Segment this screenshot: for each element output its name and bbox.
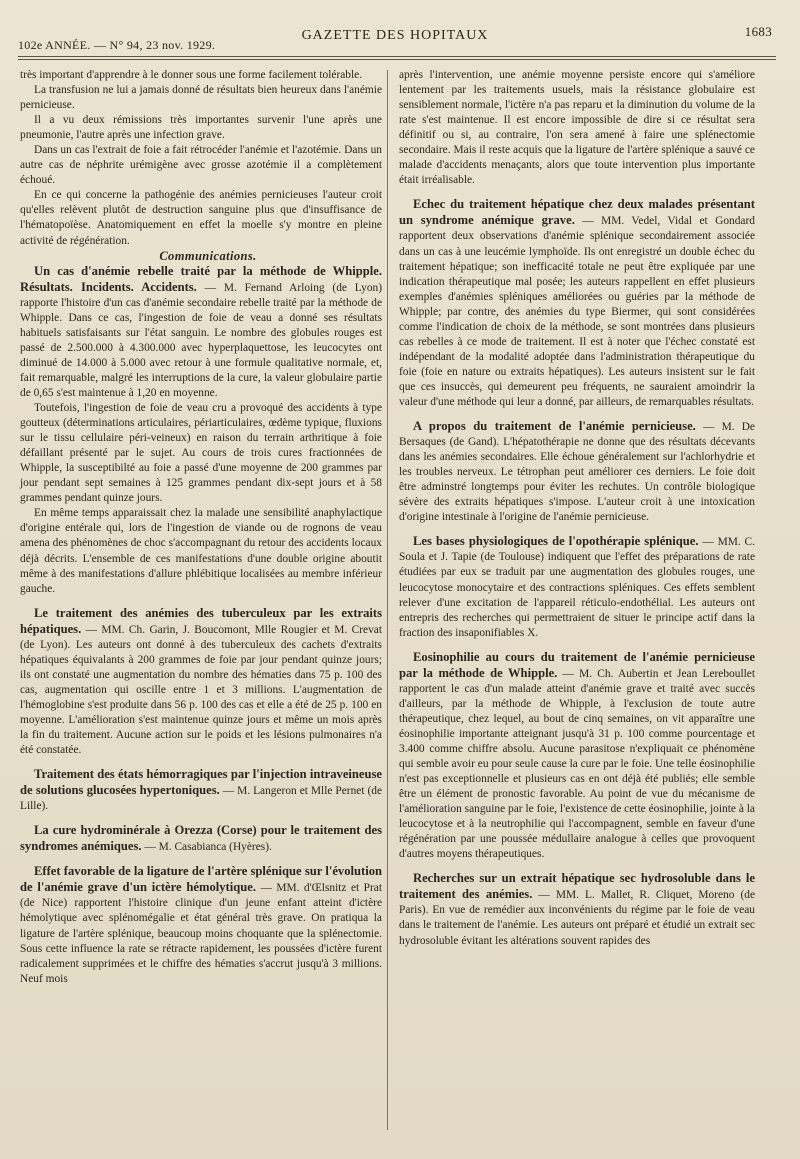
article-heading: La cure hydrominérale à Orezza (Corse) pour le traitement des syndromes anémiques. [20, 823, 382, 854]
article-heading: Effet favorable de la ligature de l'artère splénique sur l'évolution de l'anémie grave d'un ictère hémolytique. [20, 864, 382, 895]
page-number: 1683 [744, 24, 772, 39]
article-body: — M. Fernand Arloing (de Lyon) rapporte l'histoire d'un cas d'anémie secondaire rebelle traité par la méthode de Whipple. Dans ce cas, l'ingestion de foie de veau a donné ses résultats habituels satisfaisants sur l'état sanguin. Le nombre des globules rouges est passé de 2.500.000 à 4.300.000 avec hyperplaquettose, les leucocytes ont diminué de 14.000 à 5.000 avec retour à une formule qualitative normale, et, fait remarquable, malgré les interruptions de la cure, la valeur globulaire partie de 0,65 s'est maintenue à 1,20 en moyenne. [20, 281, 382, 399]
article [20, 864, 382, 986]
column-divider [387, 70, 388, 1130]
article-heading: Un cas d'anémie rebelle traité par la méthode de Whipple. Résultats. Incidents. Accidents. [20, 263, 382, 294]
article [20, 264, 382, 401]
article-body: — M. Langeron et Mlle Pernet (de Lille). [20, 785, 382, 813]
paragraph: après l'intervention, une anémie moyenne persiste encore qui s'améliore lentement par les traitements usuels, mais la résistance globulaire est sensiblement normale, l'ictère n'a pas reparu et la diminution du volume de la rate s'est maintenue. Il est encore impossible de dire si ce résultat sera définitif ou si, au contraire, l'on sera amené à faire une splénectomie secondaire. Mais il reste acquis que la ligature de l'artère splénique a sauvé ce malade d'accidents menaçants, alors que toute intervention plus importante était irréalisable. [399, 69, 755, 187]
issue-line: 102e ANNÉE. — N° 94, 23 nov. 1929. [18, 38, 216, 52]
article-body: — MM. d'Œlsnitz et Prat (de Nice) rapportent l'histoire clinique d'un jeune enfant atteint d'ictère hémolytique avec splénomégalie et état général très grave. On pratiqua la ligature de l'artère splénique, beaucoup moins choquante que la splénectomie. Sous cette influence la rate se rétracte rapidement, les poussées d'ictère furent radicalement supprimées et le chiffre des hématies s'accrut jusqu'à 3 millions. Neuf mois [20, 882, 382, 985]
journal-title: GAZETTE DES HOPITAUX [301, 28, 489, 43]
article-body: — M. De Bersaques (de Gand). L'hépatothérapie ne donne que des résultats décevants dans les anémies secondaires. Elle échoue généralement sur l'achlorhydrie et les troubles nerveux. Le tétrophan peut améliorer ces derniers. Le foie doit être adminstré longtemps pour éviter les rechutes. Un contrôle biologique sévère des extraits hépatiques s'impose. L'auteur croit à une intoxication d'origine intestinale à l'origine de l'anémie pernicieuse. [399, 421, 755, 524]
paragraph: Toutefois, l'ingestion de foie de veau cru a provoqué des accidents à type goutteux (déterminations articulaires, périarticulaires, œdème typique, fluxions sur le tissu cellulaire péri-veineux) en raison du terrain arthritique à foie défaillant présenté par le sujet. Au cours de trois cures fractionnées de Whipple, la susceptibilté au foie a passé d'une moyenne de 200 grammes par jour pendant sept semaines à 125 grammes pendant dix-sept jours et à 58 grammes pendant quinze jours. [20, 402, 382, 505]
article-body: — M. Ch. Aubertin et Jean Lereboullet rapportent le cas d'un malade atteint d'anémie grave et traité avec succès d'ailleurs, par la méthode de Whipple, à l'exclusion de toute autre thérapeutique, chez lequel, au bout de cinq semaines, on vit apparaître une éosinophilie importante atteignant jusqu'à 31 p. 100 comme pourcentage et 3.400 comme chiffre absolu. Aucune parasitose n'expliquait ce phénomène qui semble avoir eu pour seule cause la cure par le foie. Une telle éosinophilie n'est pas exceptionnelle et plusieurs cas en ont déjà été publiés; elle semble être un élément de pronostic favorable. Au point de vue du mécanisme de l'amélioration sanguine par le foie, l'existence de cette éosinophilie, jointe à la leucocytose et à la neutrophilie qui l'accompagnent, semble en faveur d'une régénération par une poussée médullaire analogue à celles que provoquent d'autres moyens thérapeutiques. [399, 667, 755, 861]
article-heading: Eosinophilie au cours du traitement de l'anémie pernicieuse par la méthode de Whipple. [399, 649, 755, 680]
article-heading: Le traitement des anémies des tuberculeux par les extraits hépatiques. [20, 605, 382, 636]
paragraph: La transfusion ne lui a jamais donné de résultats bien heureux dans l'anémie pernicieuse. [20, 84, 382, 112]
left-column [20, 68, 382, 987]
article-heading: Echec du traitement hépatique chez deux malades présentant un syndrome anémique grave. [399, 197, 755, 228]
article [20, 767, 382, 814]
article [399, 871, 755, 948]
article [399, 650, 755, 863]
right-column [399, 68, 755, 949]
paragraph: très important d'apprendre à le donner sous une forme facilement tolérable. [20, 69, 363, 81]
section-title: Communications. [159, 248, 257, 263]
article-body: — M. Casabianca (Hyères). [144, 841, 272, 854]
article-body: — MM. Ch. Garin, J. Boucomont, Mlle Rougier et M. Crevat (de Lyon). Les auteurs ont donné à des tuberculeux des cachets d'extraits hépatiques équivalants à 200 grammes de foie par jour pendant quinze jours; ils ont constaté une augmentation du nombre des hématies dans 75 p. 100 des cas, augmentation qui oscille entre 1 et 3 millions. L'augmentation de l'hémoglobine s'est produite dans 56 p. 100 des cas et elle a été de 25 p. 100 en moyenne. L'amélioration s'est maintenue quinze jours et même un mois après la fin du traitement. Aucune action sur le poids et les lésions pulmonaires n'a été constatée. [20, 623, 382, 757]
paragraph: Il a vu deux rémissions très importantes survenir l'une après une pneumonie, l'autre après une infection grave. [20, 114, 382, 142]
article [20, 823, 382, 855]
paragraph: En même temps apparaissait chez la malade une sensibilité anaphylactique d'origine entérale qui, lors de l'ingestion de viande ou de rognons de veau amena des phénomènes de choc s'accompagnant du retour des accidents locaux déjà décrits. L'ensemble de ces manifestations d'une double origine aboutit même à des manifestations d'allure phlébitique localisées au membre inférieur gauche. [20, 507, 382, 595]
article [399, 419, 755, 525]
paragraph: Dans un cas l'extrait de foie a fait rétrocéder l'anémie et l'azotémie. Dans un autre cas de néphrite urémigène avec grosse azotémie il a complètement échoué. [20, 144, 382, 187]
article-body: — MM. L. Mallet, R. Cliquet, Moreno (de Paris). En vue de remédier aux inconvénients du régime par le foie de veau dans le traitement de l'anémie. Les auteurs ont préparé et étudié un extrait sec hydrosoluble évitant les altérations souvent rapides des [399, 889, 755, 947]
article [399, 534, 755, 640]
article-body: — MM. Vedel, Vidal et Gondard rapportent deux observations d'anémie splénique secondairement associée dans un cas à une leucémie lymphoïde. Ils ont enregistré un double échec du traitement hépatique; son inefficacité totale ne peut être expliquée par une indication thérapeutique mal posée; les auteurs rappellent en effet plusieurs exemples d'anémies spléniques améliorées ou guéries par la méthode de Whipple; par contre, des anémies du type Biermer, qui sont considérées comme l'indication de choix de la méthode, se sont montrées dans plusieurs cas rebelles à ce mode de traitement. Il est à noter que l'échec constaté est indépendant de la modalité adoptée dans l'administration thérapeutique du foie (foie en nature ou extraits hépatiques). Les auteurs insistent sur le fait que ces insuccès, qui demeurent peu fréquents, ne sauraient amoindrir la valeur d'une méthode qui leur a donné, par ailleurs, de remarquables résultats. [399, 215, 755, 408]
article-heading: Recherches sur un extrait hépatique sec hydrosoluble dans le traitement des anémies. [399, 871, 755, 902]
article [399, 197, 755, 410]
article-heading: A propos du traitement de l'anémie pernicieuse. [413, 419, 696, 434]
header-rule-double [18, 59, 776, 60]
article-heading: Traitement des états hémorragiques par l'injection intraveineuse de solutions glucosées hypertoniques. [20, 767, 382, 798]
article-body: — MM. C. Soula et J. Tapie (de Toulouse) indiquent que l'effet des préparations de rate étudiées par eux se traduit par une augmentation des globules rouges, une leucocytose monocytaire et des contractions spléniques. Ces effets semblent relever d'une excitation de l'appareil réticulo-endothélial. Les auteurs ont entrepris des recherches qui permettraient de situer le principe actif dans la fraction des insaponifiables X. [399, 536, 756, 639]
article-heading: Les bases physiologiques de l'opothérapie splénique. [413, 534, 699, 549]
header-rule [18, 56, 776, 57]
article [20, 606, 382, 758]
paragraph: En ce qui concerne la pathogénie des anémies pernicieuses l'auteur croit qu'elles relèvent plutôt de destruction sanguine plus que d'insuffisance de l'hématopoïèse. Anatomiquement en effet la moelle s'y montre en pleine activité de régénération. [20, 189, 382, 247]
page-header [18, 26, 772, 56]
